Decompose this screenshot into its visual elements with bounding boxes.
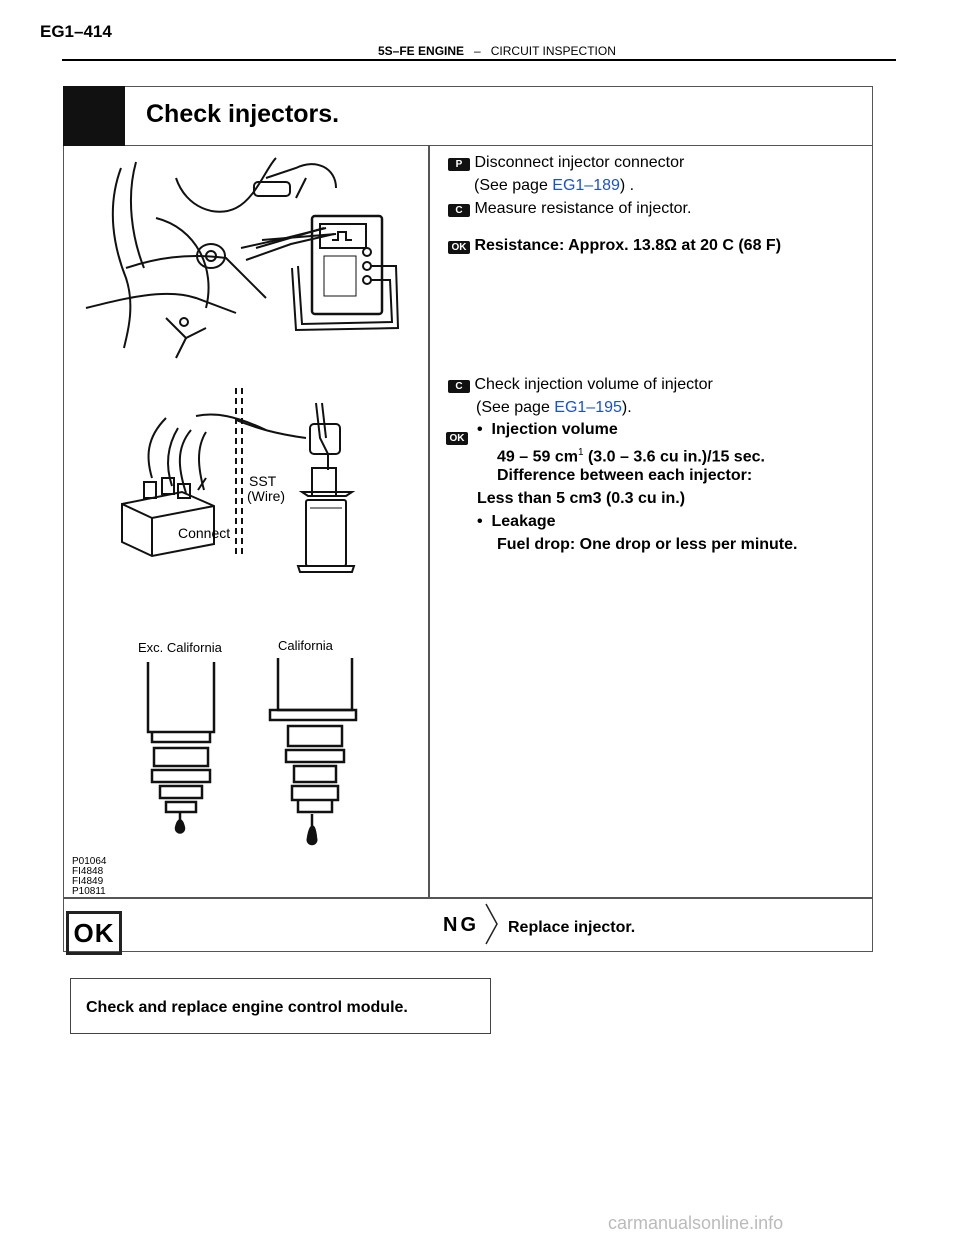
ok-badge-icon: OK [448, 241, 470, 254]
spec-difference: Difference between each injector: [497, 467, 753, 484]
figure-ids [72, 856, 107, 896]
fig-id: FI4848 [72, 866, 104, 877]
ok-result-button[interactable]: OK [66, 911, 122, 955]
spec-leakage-value: Fuel drop: One drop or less per minute. [497, 536, 798, 553]
exc-california-label: Exc. California [138, 640, 222, 655]
bullet: • [477, 513, 483, 530]
page-number: EG1–414 [40, 22, 112, 41]
measure-text: Measure resistance of injector. [474, 200, 692, 217]
step-title: Check injectors. [146, 100, 340, 128]
injector-illustrations [66, 148, 426, 896]
injector-tip-exc-california [148, 662, 214, 833]
leakage-label: Leakage [491, 513, 556, 530]
spec-resistance [448, 234, 781, 257]
column-divider [428, 146, 430, 898]
wire-label: (Wire) [247, 488, 286, 504]
header-rule [62, 59, 896, 61]
fig-id: P01064 [72, 856, 107, 867]
page-link-eg1-189[interactable]: EG1–189 [552, 177, 620, 194]
fig-id: FI4849 [72, 876, 104, 887]
page-link-eg1-195[interactable]: EG1–195 [554, 399, 622, 416]
result-divider [63, 897, 873, 899]
resistance-text: Resistance: Approx. 13.8Ω at 20 C (68 F) [474, 237, 782, 254]
california-label: California [278, 638, 333, 653]
section-header [378, 44, 616, 58]
disconnect-text: Disconnect injector connector [474, 154, 685, 171]
check-volume-text: Check injection volume of injector [474, 376, 713, 393]
header-separator: – [474, 44, 481, 58]
p-badge-icon: P [448, 158, 470, 171]
watermark: carmanualsonline.info [608, 1213, 784, 1233]
procedure-step-measure [448, 197, 691, 220]
ref-prefix: (See page [476, 399, 555, 416]
ref-suffix: ) . [619, 177, 635, 194]
volume-sup: 1 [577, 447, 584, 458]
sst-label: SST [249, 473, 277, 489]
procedure-step-check-volume [448, 373, 713, 396]
connect-label: Connect [178, 525, 231, 541]
spec-injection-volume-title [477, 418, 618, 441]
ref-prefix: (See page [474, 177, 553, 194]
ok-badge-icon: OK [446, 432, 468, 445]
procedure-ref-2 [476, 396, 632, 419]
injection-volume-label: Injection volume [491, 421, 618, 438]
ohmmeter-figure [86, 158, 398, 358]
section-label: CIRCUIT INSPECTION [490, 44, 616, 58]
injector-tip-california [270, 658, 356, 844]
fig-id: P10811 [72, 886, 106, 896]
ref-suffix: ). [621, 399, 632, 416]
volume-rest: (3.0 – 3.6 cu in.)/15 sec. [583, 448, 765, 466]
step-tab-marker [63, 86, 125, 146]
engine-label: 5S–FE ENGINE [378, 44, 465, 58]
c-badge-icon: C [448, 204, 470, 217]
ng-chevron-icon [484, 902, 500, 946]
procedure-ref-1 [474, 174, 634, 197]
bullet: • [477, 421, 483, 438]
ng-result-label[interactable]: NG [443, 914, 479, 936]
spec-leakage-title [477, 510, 556, 533]
injection-volume-figure [122, 388, 354, 572]
final-action-text: Check and replace engine control module. [86, 999, 408, 1016]
procedure-step-disconnect [448, 151, 684, 174]
c-badge-icon: C [448, 380, 470, 393]
volume-range: 49 – 59 cm [497, 448, 578, 466]
ng-action-text: Replace injector. [508, 919, 636, 936]
spec-difference-value: Less than 5 cm3 (0.3 cu in.) [477, 490, 686, 507]
